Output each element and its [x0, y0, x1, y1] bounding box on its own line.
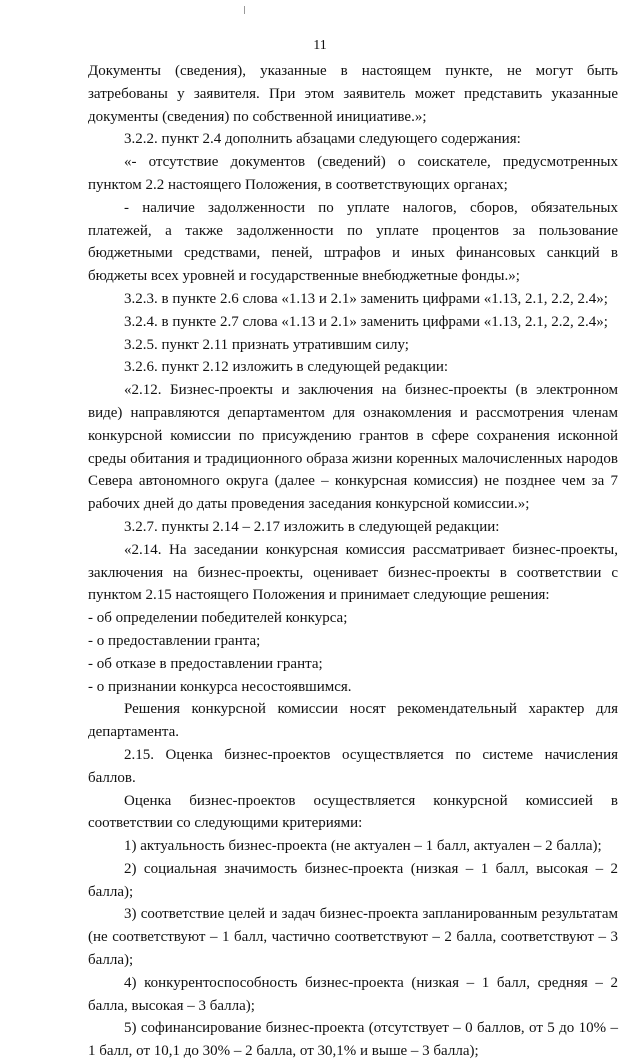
- p-decision-refusal: - об отказе в предоставлении гранта;: [88, 655, 323, 672]
- p-criterion-3: 3) соответствие целей и задач бизнес-проекта запланированным результатам (не соответствуют – 1 балл, частично соответствуют – 2 балла, соответствуют – 3 балла);: [88, 906, 618, 969]
- document-body: [88, 60, 618, 1063]
- p-criterion-5: 5) софинансирование бизнес-проекта (отсутствует – 0 баллов, от 5 до 10% – 1 балл, от 10,1 до 30% – 2 балла, от 30,1% и выше – 3 балла);: [88, 1020, 618, 1060]
- p-criterion-2: 2) социальная значимость бизнес-проекта (низкая – 1 балл, высокая – 2 балла);: [88, 860, 618, 900]
- p-3-2-2: 3.2.2. пункт 2.4 дополнить абзацами следующего содержания:: [124, 131, 521, 148]
- p-recommendation: Решения конкурсной комиссии носят рекомендательный характер для департамента.: [88, 701, 618, 741]
- p-decision-failed: - о признании конкурса несостоявшимся.: [88, 678, 352, 695]
- p-continuation: Документы (сведения), указанные в настоящем пункте, не могут быть затребованы у заявителя. При этом заявитель может представить указанные документы (сведения) по собственной инициативе.»;: [88, 63, 618, 125]
- p-3-2-5: 3.2.5. пункт 2.11 признать утратившим силу;: [124, 336, 409, 353]
- scan-mark: [244, 6, 245, 14]
- p-criteria-intro: Оценка бизнес-проектов осуществляется конкурсной комиссией в соответствии со следующими критериями:: [88, 792, 618, 832]
- p-debts: - наличие задолженности по уплате налогов, сборов, обязательных платежей, а также задолженности по уплате процентов за пользование бюджетными средствами, пеней, штрафов и иных финансовых санкций в бюджеты всех уровней и государственные внебюджетные фонды.»;: [88, 199, 618, 285]
- p-3-2-4: 3.2.4. в пункте 2.7 слова «1.13 и 2.1» заменить цифрами «1.13, 2.1, 2.2, 2.4»;: [124, 313, 608, 330]
- p-criterion-4: 4) конкурентоспособность бизнес-проекта (низкая – 1 балл, средняя – 2 балла, высокая – 3 балла);: [88, 974, 618, 1014]
- p-no-documents: «- отсутствие документов (сведений) о соискателе, предусмотренных пунктом 2.2 настоящего Положения, в соответствующих органах;: [88, 154, 618, 193]
- p-3-2-3: 3.2.3. в пункте 2.6 слова «1.13 и 2.1» заменить цифрами «1.13, 2.1, 2.2, 2.4»;: [124, 290, 608, 307]
- p-2-14: «2.14. На заседании конкурсная комиссия рассматривает бизнес-проекты, заключения на бизнес-проекты, оценивает бизнес-проекты в соответствии с пунктом 2.15 настоящего Положения и принимает следующие решения:: [88, 541, 618, 604]
- p-3-2-7: 3.2.7. пункты 2.14 – 2.17 изложить в следующей редакции:: [124, 518, 500, 535]
- p-decision-winners: - об определении победителей конкурса;: [88, 610, 348, 627]
- p-2-15: 2.15. Оценка бизнес-проектов осуществляется по системе начисления баллов.: [88, 746, 618, 786]
- p-2-12: «2.12. Бизнес-проекты и заключения на бизнес-проекты (в электронном виде) направляются департаментом для ознакомления и рассмотрения членам конкурсной комиссии по присуждению грантов в сфере сохранения исконной среды обитания и традиционного образа жизни коренных малочисленных народов Севера автономного округа (далее – конкурсная комиссия) не позднее чем за 7 рабочих дней до даты проведения заседания конкурсной комиссии.»;: [88, 382, 618, 513]
- p-criterion-1: 1) актуальность бизнес-проекта (не актуален – 1 балл, актуален – 2 балла);: [124, 838, 602, 855]
- p-decision-grant: - о предоставлении гранта;: [88, 632, 261, 649]
- p-3-2-6: 3.2.6. пункт 2.12 изложить в следующей редакции:: [124, 359, 449, 376]
- page-number: 11: [313, 38, 327, 53]
